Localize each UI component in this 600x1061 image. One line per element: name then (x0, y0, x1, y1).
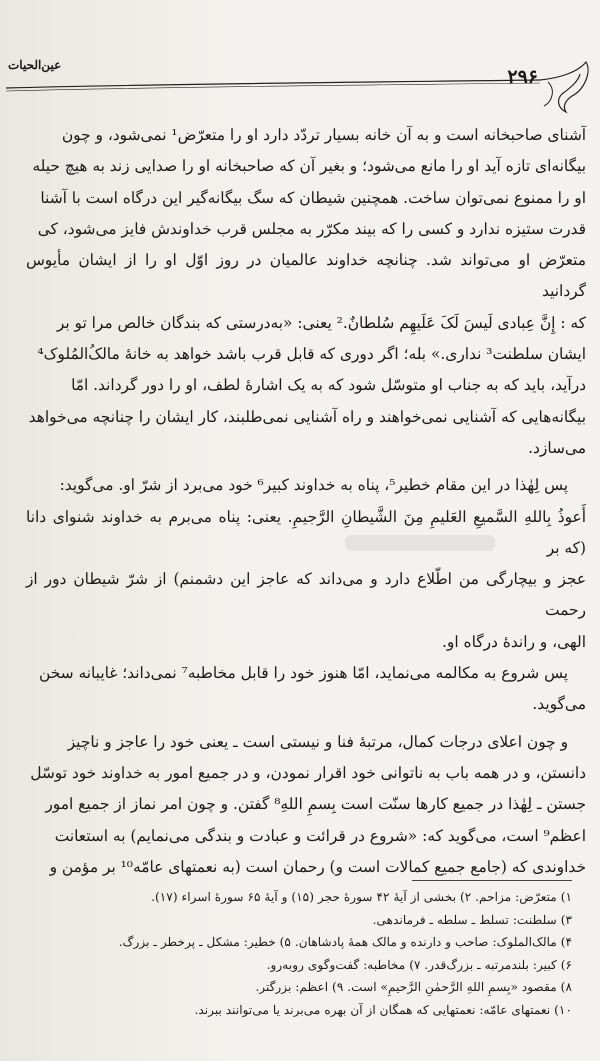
text-line: بیگانه‌ای تازه آید او را مانع می‌شود؛ و بغیر آن که صاحبخانه او را صدایی زند به هیچ حیله (32, 157, 586, 176)
text-line: می‌گوید. (532, 695, 586, 714)
text-line: دانستن، و در همه باب به ناتوانی خود اقرار نمودن، و در جمیع امور به خداوند خود توسّل (30, 763, 586, 782)
text-line: عجز و بیچارگی من اطّلاع دارد و می‌داند که عاجز این دشمنم) از شرّ شیطان دور از رحمت (26, 570, 586, 620)
running-title: عین‌الحیات (8, 58, 62, 72)
footnote-line: ۴) مالک‌الملوک: صاحب و دارنده و مالک همهٔ پادشاهان. ۵) خطیر: مشکل ـ پرخطر ـ بزرگ. (118, 935, 572, 950)
footnote-line: ۱) متعرّض: مزاحم. ۲) بخشی از آیهٔ ۴۲ سورهٔ حجر (۱۵) و آیهٔ ۶۵ سورهٔ اسراء (۱۷). (151, 890, 572, 904)
text-line: اعظم⁹ است، می‌گوید که: «شروع در قرائت و عبادت و بندگی می‌نمایم) به استعانت (54, 826, 586, 845)
text-line: الهی، و راندهٔ درگاه او. (442, 632, 586, 651)
footnote-line: ۱۰) نعمتهای عامّه: نعمتهایی که همگان از آن بهره می‌برند یا می‌توانند ببرند. (194, 1002, 572, 1017)
text-line: أَعوذُ بِاللهِ السَّمیعِ العَلیمِ مِنَ الشَّیطانِ الرَّجیمِ. یعنی: پناه می‌برم به خداوند شنوای دانا (که بر (26, 507, 586, 557)
page-number: ۲۹۶ (507, 66, 538, 88)
text-line: خداوندی که (جامع جمیع کمالات است و) رحمان است (به نعمتهای عامّه¹⁰ بر مؤمن و (49, 857, 586, 876)
text-line: متعرّض او می‌تواند شد. چنانچه خداوند عالمیان در روز اوّل او را از ایشان مأیوس گردانید (26, 251, 586, 301)
footnote-line: ۸) مقصود «بِسمِ اللهِ الرَّحمٰنِ الرَّحیمِ» است. ۹) اعظم: بزرگتر. (255, 980, 572, 995)
text-line: می‌سازد. (528, 438, 586, 457)
footnotes (32, 886, 572, 1022)
text-line: بیگانه‌هایی که آشنایی نمی‌خواهند و راه آشنایی نمی‌طلبند، کار ایشان را چنانچه می‌خواهد (28, 407, 586, 426)
print-smudge (345, 535, 495, 551)
footnote-line: ۶) کبیر: بلندمرتبه ـ بزرگ‌قدر. ۷) مخاطبه: گفت‌وگوی روبه‌رو. (266, 957, 572, 972)
text-line: که : إِنَّ عِبادی لَیسَ لَکَ عَلَیهِم سُلطانٌ.² یعنی: «به‌درستی که بندگان خالص مرا تو بر (56, 313, 586, 332)
footnote-separator (412, 880, 572, 881)
text-line: او را ممنوع نمی‌توان ساخت. همچنین شیطان که سگ بیگانه‌گیر این درگاه است با آشنا (40, 188, 586, 207)
text-line: و چون اعلای درجات کمال، مرتبهٔ فنا و نیستی است ـ یعنی خود را عاجز و ناچیز (67, 732, 568, 751)
footnote-line: ۳) سلطنت: تسلط ـ سلطه ـ فرماندهی. (372, 912, 572, 927)
text-line: ایشان سلطنت³ نداری.» بله؛ اگر دوری که قابل قرب باشد خواهد به خانهٔ مالکُ‌المُلوک⁴ (37, 345, 586, 364)
text-line: پس شروع به مکالمه می‌نماید، امّا هنوز خود را قابل مخاطبه⁷ نمی‌داند؛ غایبانه سخن (39, 664, 568, 683)
text-line: قدرت ستیزه ندارد و کسی را که بیند مکرّر به مجلس قرب خداوندش فایز می‌شود، کی (37, 219, 586, 238)
text-line: درآید، باید که به جناب او متوسّل شود که به یک اشارهٔ لطف، او را دور گرداند. امّا (71, 376, 586, 395)
text-line: پس لِهٰذا در این مقام خطیر⁵، پناه به خداوند کبیر⁶ خود می‌برد از شرّ او. می‌گوید: (59, 476, 568, 495)
text-line: آشنای صاحبخانه است و به آن خانه بسیار تردّد دارد او را متعرّض¹ نمی‌شود، و چون (61, 126, 586, 144)
text-line: جستن ـ لِهٰذا در جمیع کارها سنّت است بِسمِ اللهِ⁸ گفتن. و چون امر نماز از جمیع امور (45, 795, 586, 814)
main-text (26, 120, 586, 883)
